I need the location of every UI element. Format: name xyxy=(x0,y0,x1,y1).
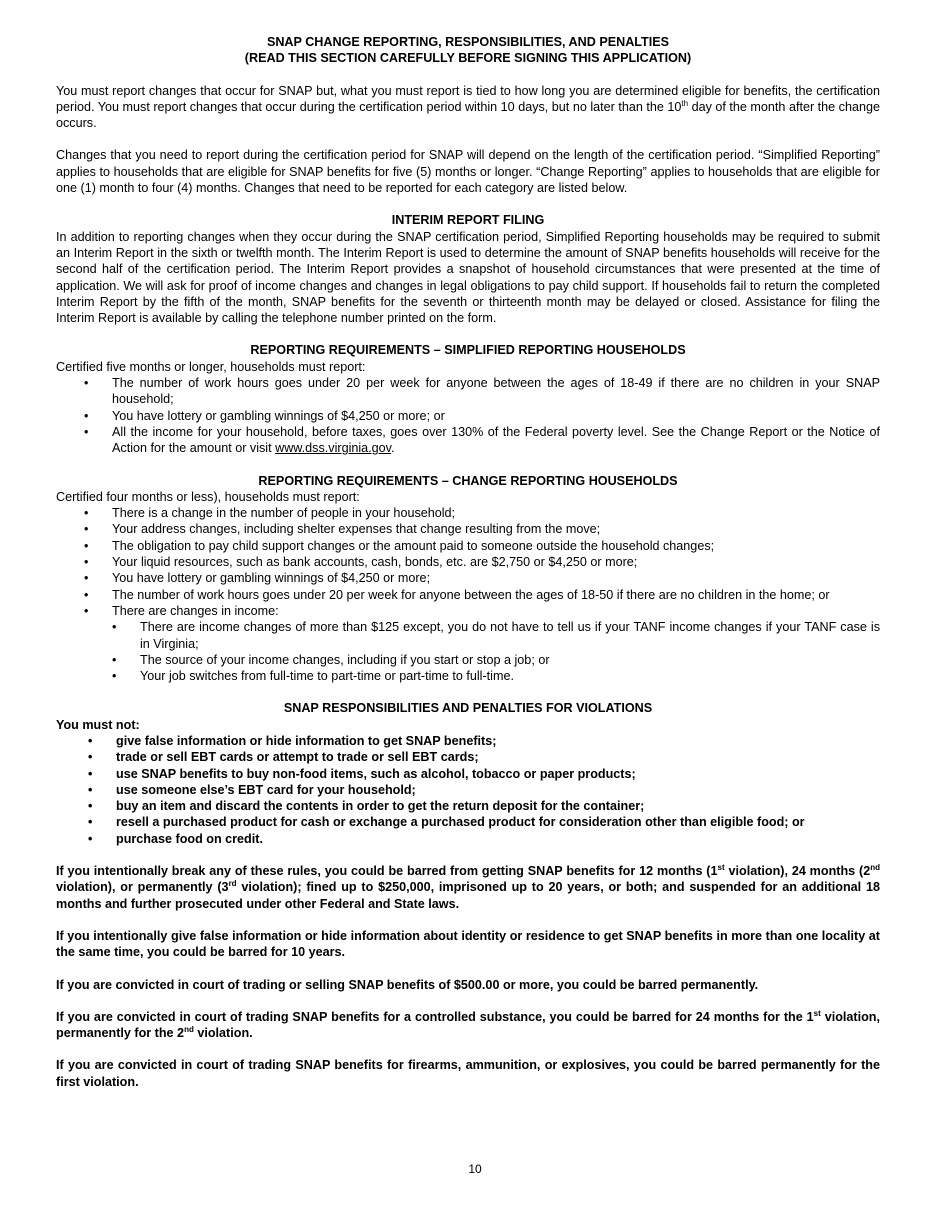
change-lead: Certified four months or less), households must report: xyxy=(56,489,360,504)
list-item: • Your job switches from full-time to part-time or part-time to full-time. xyxy=(56,668,880,684)
penalty-paragraph-2: If you intentionally give false information or hide information about identity or residence to get SNAP benefits in more than one locality at the same time, you could be barred for 10 years. xyxy=(56,928,880,960)
list-item: • You have lottery or gambling winnings of $4,250 or more; xyxy=(56,570,880,586)
simplified-heading: REPORTING REQUIREMENTS – SIMPLIFIED REPORTING HOUSEHOLDS xyxy=(250,343,686,358)
penalties-list xyxy=(56,733,880,847)
penalties-heading: SNAP RESPONSIBILITIES AND PENALTIES FOR VIOLATIONS xyxy=(283,701,653,716)
intro-paragraph-2: Changes that you need to report during the certification period for SNAP will depend on the length of the certification period. “Simplified Reporting” applies to households that are eligible for SNAP benefits for five (5) months or longer. “Change Reporting” applies to households that are eligible for one (1) month to four (4) months. Changes that need to be reported for each category are listed below. xyxy=(56,148,880,196)
change-list xyxy=(56,505,880,619)
list-item: • You have lottery or gambling winnings of $4,250 or more; or xyxy=(56,408,880,424)
simplified-lead: Certified five months or longer, households must report: xyxy=(56,359,366,374)
list-item: • buy an item and discard the contents in order to get the return deposit for the container; xyxy=(56,798,880,814)
list-item: • use someone else’s EBT card for your household; xyxy=(56,782,880,798)
penalties-lead: You must not: xyxy=(56,717,140,732)
intro-paragraph-1: You must report changes that occur for SNAP but, what you must report is tied to how long you are determined eligible for benefits, the certification period. You must report changes that occur during the certification period within 10 days, but no later than the 10th day of the month after the change occurs. xyxy=(56,83,880,131)
list-item: • give false information or hide information to get SNAP benefits; xyxy=(56,733,880,749)
list-item: • resell a purchased product for cash or exchange a purchased product for consideration other than eligible food; or xyxy=(56,814,880,830)
document-title xyxy=(56,34,880,67)
penalty-paragraph-1: If you intentionally break any of these rules, you could be barred from getting SNAP benefits for 12 months (1st violation), 24 months (2nd violation), or permanently (3rd violation); fined up to $250,000, imprisoned up to 20 years, or both; and suspended for an additional 18 months and further prosecuted under other Federal and State laws. xyxy=(56,862,880,911)
dss-website-link[interactable]: www.dss.virginia.gov xyxy=(275,441,392,456)
list-item: • There are income changes of more than $125 except, you do not have to tell us if your TANF income changes if your TANF case is in Virginia; xyxy=(56,619,880,652)
penalty-paragraph-5: If you are convicted in court of trading SNAP benefits for firearms, ammunition, or explosives, you could be barred permanently for the first violation. xyxy=(56,1058,880,1089)
list-item: • There are changes in income: xyxy=(56,603,880,619)
list-item: • The obligation to pay child support changes or the amount paid to someone outside the household changes; xyxy=(56,538,880,554)
interim-paragraph: In addition to reporting changes when they occur during the SNAP certification period, Simplified Reporting households may be required to submit an Interim Report in the sixth or twelfth month. The Interim Report is used to determine the amount of SNAP benefits households will receive for the second half of the certification period. The Interim Report provides a snapshot of household circumstances that were presented at the time of application. We will ask for proof of income changes and changes in legal obligations to pay child support. If households fail to return the completed Interim Report by the fifth of the month, SNAP benefits for the seventh or thirteenth month may be delayed or closed. Assistance for filing the Interim Report is available by calling the telephone number printed on the form. xyxy=(56,229,880,326)
title-line-2: (READ THIS SECTION CAREFULLY BEFORE SIGNING THIS APPLICATION) xyxy=(244,51,692,66)
list-item: • The number of work hours goes under 20 per week for anyone between the ages of 18-49 if there are no children in your SNAP household; xyxy=(56,375,880,408)
list-item: • Your liquid resources, such as bank accounts, cash, bonds, etc. are $2,750 or $4,250 or more; xyxy=(56,554,880,570)
list-item: • There is a change in the number of people in your household; xyxy=(56,505,880,521)
simplified-list xyxy=(56,375,880,456)
list-item: • purchase food on credit. xyxy=(56,831,880,847)
income-change-sublist xyxy=(56,619,880,684)
page-number: 10 xyxy=(468,1162,482,1176)
list-item: • The source of your income changes, including if you start or stop a job; or xyxy=(56,652,880,668)
document-page xyxy=(56,34,880,1090)
list-item: • use SNAP benefits to buy non-food items, such as alcohol, tobacco or paper products; xyxy=(56,766,880,782)
penalty-paragraph-3: If you are convicted in court of trading or selling SNAP benefits of $500.00 or more, you could be barred permanently. xyxy=(56,977,759,992)
list-item: • The number of work hours goes under 20 per week for anyone between the ages of 18-50 if there are no children in the home; or xyxy=(56,587,880,603)
interim-heading: INTERIM REPORT FILING xyxy=(391,213,545,228)
title-line-1: SNAP CHANGE REPORTING, RESPONSIBILITIES, AND PENALTIES xyxy=(266,35,670,49)
change-heading: REPORTING REQUIREMENTS – CHANGE REPORTING HOUSEHOLDS xyxy=(258,473,678,488)
list-item: • trade or sell EBT cards or attempt to trade or sell EBT cards; xyxy=(56,749,880,765)
list-item: • All the income for your household, before taxes, goes over 130% of the Federal poverty level. See the Change Report or the Notice of Action for the amount or visit www.dss.virginia.gov. xyxy=(56,424,880,457)
penalty-paragraph-4: If you are convicted in court of trading SNAP benefits for a controlled substance, you could be barred for 24 months for the 1st violation, permanently for the 2nd violation. xyxy=(56,1008,881,1041)
list-item: • Your address changes, including shelter expenses that change resulting from the move; xyxy=(56,521,880,537)
